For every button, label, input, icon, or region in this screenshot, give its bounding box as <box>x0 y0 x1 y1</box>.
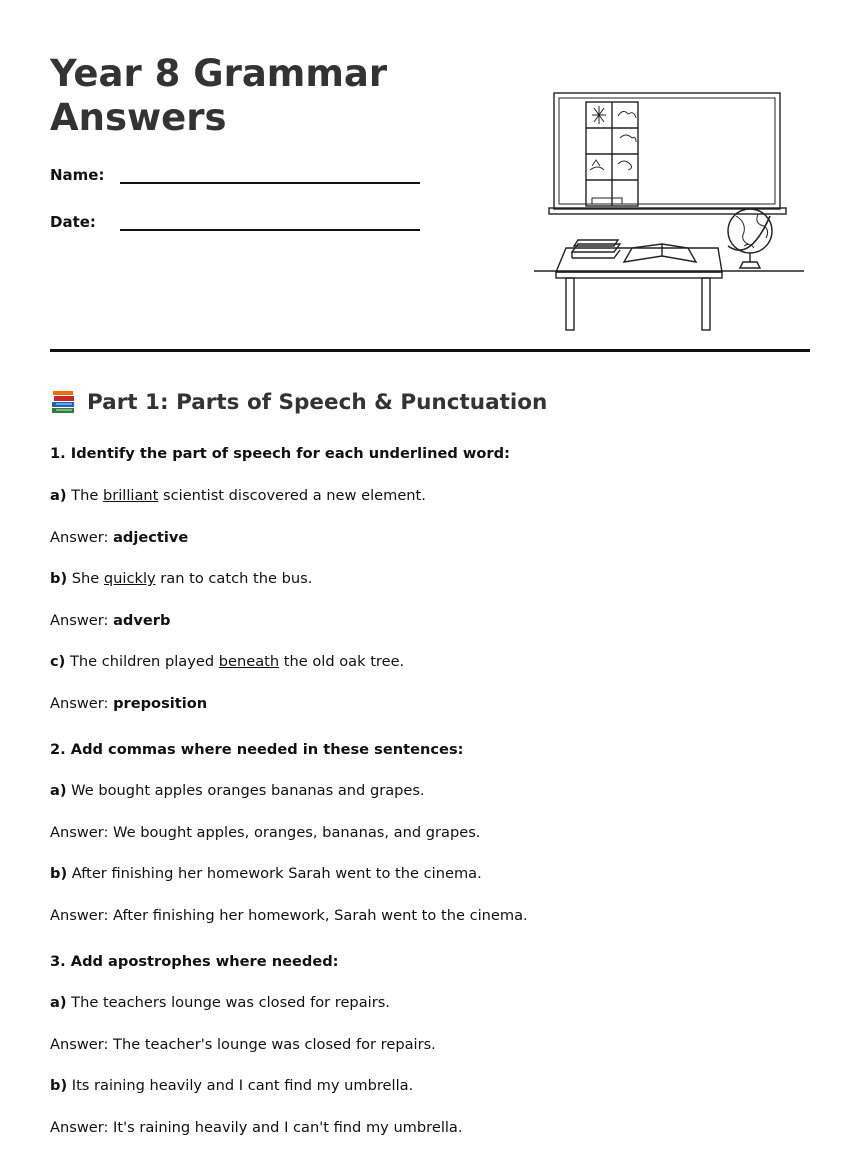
q3b-text: Its raining heavily and I cant find my umbrella. <box>71 1077 414 1094</box>
q2b-text: After finishing her homework Sarah went to the cinema. <box>71 865 482 882</box>
q1a-label: a) <box>50 487 67 504</box>
q1a-answer-value: adjective <box>113 529 189 546</box>
globe-icon <box>728 209 772 268</box>
q1c-label: c) <box>50 653 66 670</box>
q3a-label: a) <box>50 994 67 1011</box>
q1c-answer-value: preposition <box>113 695 208 712</box>
name-field <box>50 166 120 184</box>
q2a-label: a) <box>50 782 67 799</box>
window-icon <box>586 102 638 206</box>
q1b-label: b) <box>50 570 68 587</box>
q2-heading: 2. Add commas where needed in these sentences: <box>50 741 464 758</box>
q1c-answer <box>50 695 207 712</box>
q2b-answer: Answer: After finishing her homework, Sarah went to the cinema. <box>50 907 528 924</box>
q2b-question <box>50 865 482 882</box>
q1c-before: The children played <box>69 653 215 670</box>
q2b-label: b) <box>50 865 68 882</box>
q1-heading: 1. Identify the part of speech for each underlined word: <box>50 445 510 462</box>
open-book <box>624 244 696 262</box>
books-stack <box>572 240 620 258</box>
q3b-label: b) <box>50 1077 68 1094</box>
books-icon <box>50 388 78 416</box>
answer-prefix: Answer: <box>50 529 109 546</box>
part1-title-text: Part 1: Parts of Speech & Punctuation <box>87 389 548 415</box>
q1a-question <box>50 487 426 504</box>
q1b-before: She <box>71 570 100 587</box>
q2a-answer: Answer: We bought apples, oranges, bananas, and grapes. <box>50 824 481 841</box>
date-label: Date: <box>50 213 96 231</box>
q2a-text: We bought apples oranges bananas and grapes. <box>71 782 425 799</box>
part1-title <box>50 388 547 416</box>
q3a-answer: Answer: The teacher's lounge was closed for repairs. <box>50 1036 436 1053</box>
answer-prefix: Answer: <box>50 612 109 629</box>
q1b-underlined-word: quickly <box>103 570 156 587</box>
q3a-text: The teachers lounge was closed for repairs. <box>71 994 390 1011</box>
q1a-answer <box>50 529 188 546</box>
q1b-question <box>50 570 312 587</box>
section-divider <box>50 349 810 352</box>
q2a-question <box>50 782 425 799</box>
q1c-after: the old oak tree. <box>283 653 405 670</box>
q3-heading: 3. Add apostrophes where needed: <box>50 953 339 970</box>
date-line[interactable] <box>120 229 420 231</box>
q3a-question <box>50 994 390 1011</box>
q3b-answer: Answer: It's raining heavily and I can't find my umbrella. <box>50 1119 463 1136</box>
blackboard <box>554 93 780 209</box>
page-title: Year 8 Grammar Answers <box>50 52 388 139</box>
q3b-question <box>50 1077 413 1094</box>
q1b-answer <box>50 612 170 629</box>
date-field <box>50 213 120 231</box>
name-label: Name: <box>50 166 105 184</box>
q1c-question <box>50 653 404 670</box>
q1a-after: scientist discovered a new element. <box>163 487 426 504</box>
q1a-underlined-word: brilliant <box>102 487 159 504</box>
q1a-before: The <box>71 487 99 504</box>
answer-prefix: Answer: <box>50 695 109 712</box>
name-line[interactable] <box>120 182 420 184</box>
q1b-answer-value: adverb <box>113 612 171 629</box>
classroom-illustration <box>532 86 810 334</box>
q1c-underlined-word: beneath <box>218 653 280 670</box>
q1b-after: ran to catch the bus. <box>160 570 313 587</box>
